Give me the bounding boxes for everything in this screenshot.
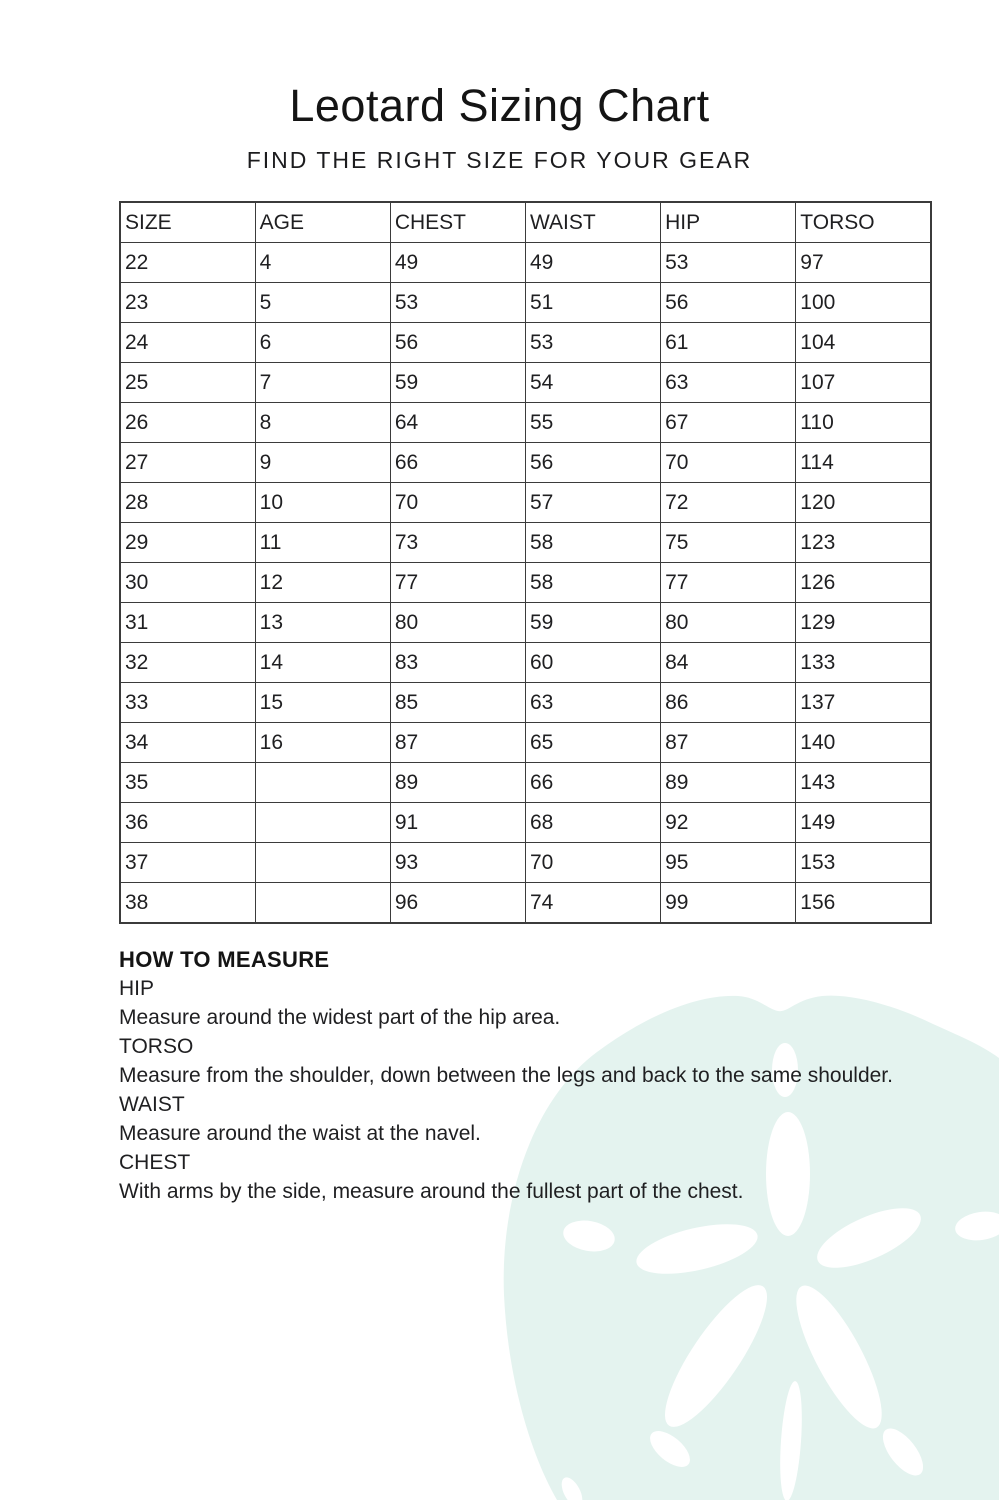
table-cell: 4 [255,243,390,283]
table-cell: 14 [255,643,390,683]
table-cell: 49 [390,243,525,283]
how-to-measure-heading: HOW TO MEASURE [119,947,330,972]
table-cell: 123 [796,523,931,563]
table-cell: 77 [661,563,796,603]
table-body [120,243,931,924]
column-header: HIP [661,202,796,243]
table-cell: 26 [120,403,255,443]
table-cell: 156 [796,883,931,924]
table-cell: 93 [390,843,525,883]
table-cell: 95 [661,843,796,883]
table-cell: 66 [390,443,525,483]
table-cell: 33 [120,683,255,723]
table-cell: 58 [525,523,660,563]
table-row [120,723,931,763]
sizing-table [119,201,932,924]
page-title: Leotard Sizing Chart [289,80,710,131]
table-row [120,483,931,523]
table-cell: 114 [796,443,931,483]
table-cell: 96 [390,883,525,924]
table-cell: 80 [390,603,525,643]
table-cell: 104 [796,323,931,363]
table-cell: 85 [390,683,525,723]
table-cell: 74 [525,883,660,924]
table-row [120,563,931,603]
table-row [120,763,931,803]
table-cell: 126 [796,563,931,603]
table-cell: 8 [255,403,390,443]
table-row [120,363,931,403]
table-cell: 51 [525,283,660,323]
table-row [120,883,931,924]
table-cell: 92 [661,803,796,843]
measure-description: Measure around the widest part of the hip area. [119,1006,561,1029]
table-cell: 10 [255,483,390,523]
table-cell: 77 [390,563,525,603]
table-cell: 75 [661,523,796,563]
table-cell [255,843,390,883]
table-cell: 25 [120,363,255,403]
table-cell: 24 [120,323,255,363]
table-cell: 53 [661,243,796,283]
table-cell: 66 [525,763,660,803]
measure-description: Measure from the shoulder, down between the legs and back to the same shoulder. [119,1064,893,1087]
table-row [120,323,931,363]
table-cell: 56 [390,323,525,363]
table-cell [255,883,390,924]
table-cell: 149 [796,803,931,843]
table-cell: 60 [525,643,660,683]
table-cell: 84 [661,643,796,683]
measure-term: TORSO [119,1035,194,1058]
table-cell: 53 [390,283,525,323]
table-cell: 70 [525,843,660,883]
table-cell: 27 [120,443,255,483]
table-cell [255,763,390,803]
table-cell: 11 [255,523,390,563]
table-cell: 140 [796,723,931,763]
measure-term: CHEST [119,1151,191,1174]
table-cell: 87 [661,723,796,763]
table-row [120,243,931,283]
table-cell: 30 [120,563,255,603]
table-cell: 153 [796,843,931,883]
measure-term: WAIST [119,1093,185,1116]
table-cell: 120 [796,483,931,523]
table-cell: 58 [525,563,660,603]
table-cell: 57 [525,483,660,523]
table-cell: 36 [120,803,255,843]
table-cell: 89 [390,763,525,803]
table-cell: 70 [661,443,796,483]
table-cell: 63 [661,363,796,403]
table-cell: 67 [661,403,796,443]
table-cell: 65 [525,723,660,763]
table-row [120,283,931,323]
table-cell: 22 [120,243,255,283]
table-cell: 110 [796,403,931,443]
table-cell: 7 [255,363,390,403]
table-cell: 73 [390,523,525,563]
table-cell: 32 [120,643,255,683]
table-cell: 61 [661,323,796,363]
table-cell: 107 [796,363,931,403]
table-cell: 13 [255,603,390,643]
table-cell: 100 [796,283,931,323]
table-row [120,403,931,443]
table-cell: 29 [120,523,255,563]
table-cell: 72 [661,483,796,523]
table-cell: 70 [390,483,525,523]
table-cell: 38 [120,883,255,924]
table-cell: 6 [255,323,390,363]
table-cell: 59 [525,603,660,643]
how-to-measure-list [119,974,959,1206]
table-cell: 28 [120,483,255,523]
table-cell [255,803,390,843]
column-header: AGE [255,202,390,243]
table-cell: 86 [661,683,796,723]
table-cell: 129 [796,603,931,643]
table-cell: 5 [255,283,390,323]
table-row [120,803,931,843]
table-row [120,683,931,723]
table-row [120,523,931,563]
column-header: CHEST [390,202,525,243]
table-header-row [120,202,931,243]
table-cell: 80 [661,603,796,643]
table-cell: 87 [390,723,525,763]
table-cell: 137 [796,683,931,723]
table-row [120,603,931,643]
table-cell: 12 [255,563,390,603]
table-cell: 9 [255,443,390,483]
table-cell: 35 [120,763,255,803]
table-cell: 68 [525,803,660,843]
table-cell: 133 [796,643,931,683]
table-cell: 97 [796,243,931,283]
table-cell: 56 [661,283,796,323]
table-cell: 16 [255,723,390,763]
table-cell: 54 [525,363,660,403]
measure-term: HIP [119,977,155,1000]
measure-description: Measure around the waist at the navel. [119,1122,481,1145]
how-to-measure-section [119,945,959,1206]
page-subtitle: FIND THE RIGHT SIZE FOR YOUR GEAR [246,147,753,173]
column-header: WAIST [525,202,660,243]
table-cell: 59 [390,363,525,403]
table-row [120,643,931,683]
table-cell: 64 [390,403,525,443]
table-row [120,443,931,483]
table-cell: 37 [120,843,255,883]
table-cell: 15 [255,683,390,723]
table-cell: 89 [661,763,796,803]
column-header: TORSO [796,202,931,243]
table-cell: 56 [525,443,660,483]
table-cell: 99 [661,883,796,924]
table-cell: 53 [525,323,660,363]
table-row [120,843,931,883]
table-cell: 83 [390,643,525,683]
table-cell: 91 [390,803,525,843]
table-cell: 55 [525,403,660,443]
table-cell: 143 [796,763,931,803]
table-cell: 63 [525,683,660,723]
table-cell: 23 [120,283,255,323]
table-cell: 34 [120,723,255,763]
table-cell: 49 [525,243,660,283]
measure-description: With arms by the side, measure around the fullest part of the chest. [119,1180,744,1203]
table-cell: 31 [120,603,255,643]
column-header: SIZE [120,202,255,243]
